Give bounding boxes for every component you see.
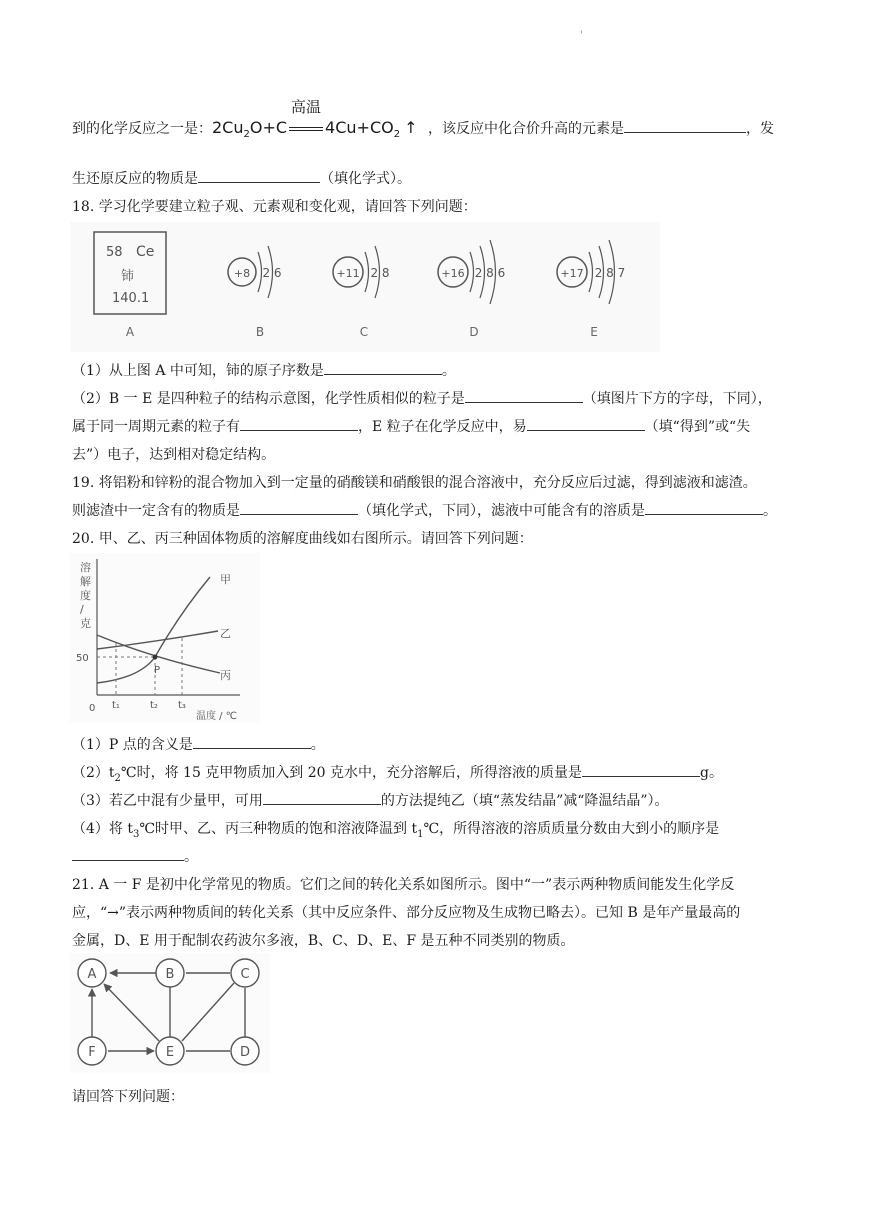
node-a <box>78 959 106 987</box>
answer-blank[interactable] <box>193 734 311 749</box>
q18-sub2-line2: 属于同一周期元素的粒子有 ，E 粒子在化学反应中，易 （填“得到”或“失 <box>72 416 750 436</box>
svg-text:P: P <box>154 665 161 676</box>
answer-blank[interactable] <box>582 762 700 777</box>
reaction-condition: 高温 <box>287 118 325 137</box>
svg-text:t₁: t₁ <box>112 700 120 711</box>
svg-text:B: B <box>165 967 175 982</box>
svg-text:t₃: t₃ <box>178 700 186 711</box>
svg-text:D: D <box>239 1045 251 1060</box>
q21-footer: 请回答下列问题： <box>72 1089 184 1105</box>
q17-line1: 到的化学反应之一是：$2Cu_2O+C$ 高温 $4Cu+CO_2$ ↑ ，该反应中化合价升高的元素是 ，发 <box>72 98 774 141</box>
node-d <box>231 1037 259 1065</box>
particle-b <box>228 246 282 298</box>
svg-text:+11: +11 <box>336 267 360 280</box>
answer-blank[interactable] <box>624 118 746 133</box>
answer-blank[interactable] <box>465 388 583 403</box>
answer-blank[interactable] <box>198 168 320 183</box>
label-e: E <box>590 325 598 339</box>
answer-blank[interactable] <box>527 416 645 431</box>
svg-text:温度 / ℃: 温度 / ℃ <box>196 711 237 722</box>
svg-text:/: / <box>80 603 84 616</box>
q17-equation: $2Cu_2O+C$ 高温 $4Cu+CO_2$ ↑ <box>212 98 418 141</box>
svg-text:C: C <box>240 967 250 982</box>
q20-sub2: $(2)t_2℃$时，将 15 克甲物质加入到 20 克水中，充分溶解后，所得溶液的质量是 g。 <box>72 762 723 784</box>
answer-blank[interactable] <box>263 790 381 805</box>
svg-text:度: 度 <box>80 589 91 602</box>
svg-text:2 6: 2 6 <box>262 266 282 280</box>
answer-blank[interactable] <box>645 500 763 515</box>
q18-sub2-line3: 去”）电子，达到相对稳定结构。 <box>72 447 276 463</box>
element-mass: 140.1 <box>112 291 150 306</box>
top-mark: ' <box>580 30 583 41</box>
svg-text:2 8 6: 2 8 6 <box>474 266 506 280</box>
q20-sub1: （1）P 点的含义是 。 <box>72 734 325 754</box>
svg-text:克: 克 <box>80 617 91 630</box>
solubility-chart <box>70 553 260 723</box>
q21-line2: 应，“→”表示两种物质间的转化关系（其中反应条件、部分反应物及生成物已略去）。已知 B 是年产量最高的 <box>72 905 741 921</box>
label-a: A <box>125 325 135 339</box>
svg-text:甲: 甲 <box>220 573 231 586</box>
svg-text:乙: 乙 <box>220 627 231 640</box>
q18-figure <box>70 222 660 352</box>
q17-line2: 生还原反应的物质是 （填化学式）。 <box>72 168 411 188</box>
node-c <box>231 959 259 987</box>
node-e <box>156 1037 184 1065</box>
q21-line1: 21. A 一 F 是初中化学常见的物质。它们之间的转化关系如图所示。图中“一”表示两种物质间能发生化学反 <box>72 877 735 893</box>
q17-prefix: 到的化学反应之一是： <box>72 121 212 137</box>
svg-text:E: E <box>165 1045 175 1060</box>
label-c: C <box>359 325 369 339</box>
q21-line3: 金属，D、E 用于配制农药波尔多液，B、C、D、E、F 是五种不同类别的物质。 <box>72 933 575 949</box>
q20-sub4: （4）将 $t_3℃$时甲、乙、丙三种物质的饱和溶液降温到 $t_1℃$，所得溶液的溶质质量分数由大到小的顺序是 <box>72 821 720 840</box>
svg-text:2 8: 2 8 <box>370 266 390 280</box>
element-name: 铈 <box>121 269 135 284</box>
conversion-diagram <box>70 953 270 1073</box>
svg-text:+17: +17 <box>560 267 584 280</box>
label-b: B <box>255 325 265 339</box>
node-f <box>78 1037 106 1065</box>
svg-text:+16: +16 <box>441 267 465 280</box>
svg-text:丙: 丙 <box>220 669 231 682</box>
particle-c <box>333 246 390 298</box>
svg-text:50: 50 <box>76 653 89 664</box>
element-symbol: Ce <box>136 244 155 260</box>
answer-blank[interactable] <box>240 416 358 431</box>
q20-sub4-line2: 。 <box>72 846 198 866</box>
q19-line2: 则滤渣中一定含有的物质是 （填化学式，下同），滤液中可能含有的溶质是 。 <box>72 500 777 520</box>
svg-text:解: 解 <box>80 575 91 588</box>
particle-d <box>438 240 505 304</box>
q20-sub3: （3）若乙中混有少量甲，可用 的方法提纯乙（填“蒸发结晶”减“降温结晶”）。 <box>72 790 669 810</box>
q18-sub2: （2）B 一 E 是四种粒子的结构示意图，化学性质相似的粒子是 （填图片下方的字母，下同）， <box>72 388 772 408</box>
svg-text:A: A <box>87 967 97 982</box>
particle-e <box>557 240 625 304</box>
gas-arrow: ↑ <box>404 118 418 137</box>
svg-text:0: 0 <box>89 703 96 714</box>
q19-line1: 19. 将铝粉和锌粉的混合物加入到一定量的硝酸镁和硝酸银的混合溶液中，充分反应后过滤，得到滤液和滤渣。 <box>72 475 757 491</box>
answer-blank[interactable] <box>72 846 184 861</box>
svg-text:F: F <box>88 1045 96 1060</box>
q20-title: 20. 甲、乙、丙三种固体物质的溶解度曲线如右图所示。请回答下列问题： <box>72 531 533 547</box>
svg-text:2 8 7: 2 8 7 <box>594 266 626 280</box>
q18-sub1: （1）从上图 A 中可知，铈的原子序数是 。 <box>72 360 456 380</box>
answer-blank[interactable] <box>324 360 442 375</box>
label-d: D <box>469 325 479 339</box>
svg-text:t₂: t₂ <box>150 700 158 711</box>
curve-yi <box>97 631 218 649</box>
answer-blank[interactable] <box>240 500 358 515</box>
element-number: 58 <box>106 245 123 260</box>
svg-text:+8: +8 <box>233 267 251 280</box>
q18-title: 18. 学习化学要建立粒子观、元素观和变化观，请回答下列问题： <box>72 199 477 215</box>
svg-text:溶: 溶 <box>80 561 91 574</box>
node-b <box>156 959 184 987</box>
